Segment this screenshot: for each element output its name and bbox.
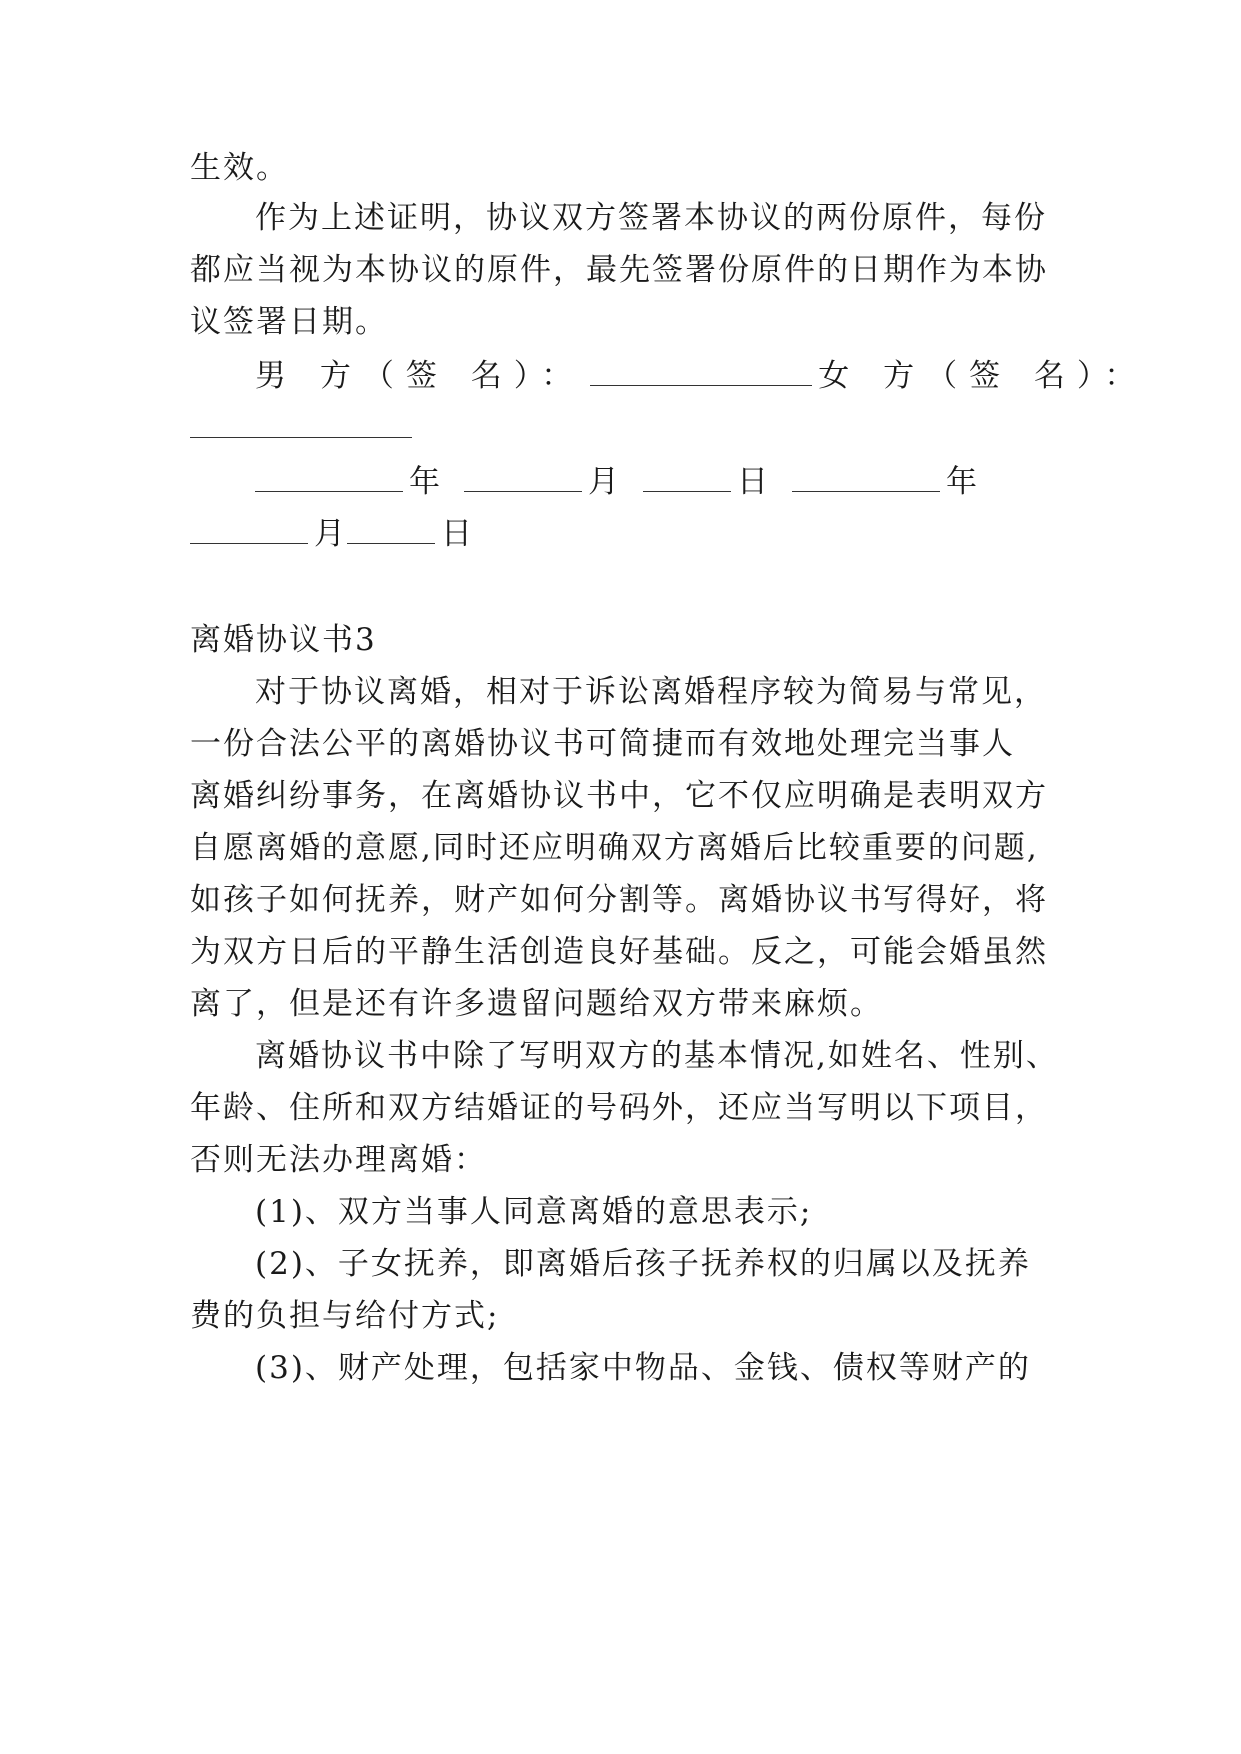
paragraph-line: 为双方日后的平静生活创造良好基础。反之，可能会婚虽然 [190, 934, 1048, 970]
paragraph-line: 离婚协议书中除了写明双方的基本情况,如姓名、性别、 [255, 1038, 1059, 1074]
list-item: (2)、子女抚养，即离婚后孩子抚养权的归属以及抚养 [255, 1246, 1031, 1282]
female-day-blank[interactable] [347, 517, 435, 544]
male-signature-blank[interactable] [590, 359, 812, 386]
paragraph-line: 离了，但是还有许多遗留问题给双方带来麻烦。 [190, 986, 883, 1022]
month-label: 月 [314, 516, 347, 552]
paragraph-line: 如孩子如何抚养，财产如何分割等。离婚协议书写得好，将 [190, 882, 1048, 918]
year-label: 年 [409, 464, 442, 500]
day-label: 日 [441, 516, 474, 552]
paragraph-line: 议签署日期。 [190, 304, 388, 340]
female-year-blank[interactable] [792, 465, 940, 492]
paragraph-line: 作为上述证明，协议双方签署本协议的两份原件，每份 [255, 200, 1047, 236]
day-label: 日 [737, 464, 770, 500]
signature-row [255, 356, 1148, 396]
paragraph-line: 对于协议离婚，相对于诉讼离婚程序较为简易与常见， [255, 674, 1047, 710]
date-row-continued [190, 514, 1070, 554]
month-label: 月 [588, 464, 621, 500]
male-year-blank[interactable] [255, 465, 403, 492]
female-signature-row [190, 408, 1070, 448]
paragraph-line: 都应当视为本协议的原件，最先签署份原件的日期作为本协 [190, 252, 1048, 288]
paragraph-line: 生效。 [190, 150, 289, 186]
paragraph-line: 年龄、住所和双方结婚证的号码外，还应当写明以下项目， [190, 1090, 1048, 1126]
female-month-blank[interactable] [190, 517, 308, 544]
year-label: 年 [946, 464, 979, 500]
list-item-continued: 费的负担与给付方式; [190, 1298, 500, 1334]
paragraph-line: 否则无法办理离婚： [190, 1142, 487, 1178]
date-row [255, 462, 1070, 502]
paragraph-line: 一份合法公平的离婚协议书可简捷而有效地处理完当事人 [190, 726, 1015, 762]
section-title: 离婚协议书3 [190, 622, 377, 658]
list-item: (1)、双方当事人同意离婚的意思表示; [255, 1194, 813, 1230]
list-item: (3)、财产处理，包括家中物品、金钱、债权等财产的 [255, 1350, 1031, 1386]
male-signature-label: 男 方（签 名）： [255, 358, 585, 394]
male-month-blank[interactable] [464, 465, 582, 492]
female-signature-blank[interactable] [190, 411, 412, 438]
paragraph-line: 自愿离婚的意愿,同时还应明确双方离婚后比较重要的问题, [190, 830, 1039, 866]
female-signature-label: 女 方（签 名）： [818, 358, 1148, 394]
paragraph-line: 离婚纠纷事务，在离婚协议书中，它不仅应明确是表明双方 [190, 778, 1048, 814]
male-day-blank[interactable] [643, 465, 731, 492]
